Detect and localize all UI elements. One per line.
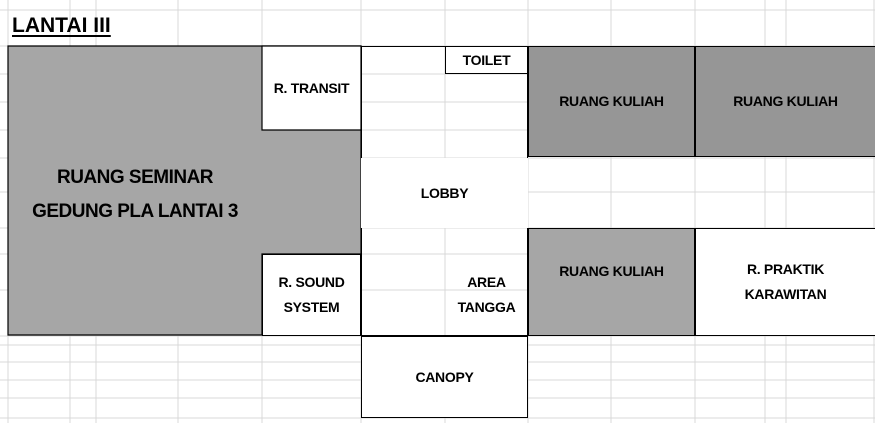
lobby-label: LOBBY [420, 184, 469, 201]
sound-system-label-line2: SYSTEM [283, 299, 340, 315]
classroom-3[interactable] [528, 228, 695, 336]
classroom-2-label: RUANG KULIAH [733, 93, 838, 109]
stairs-area[interactable] [445, 262, 528, 328]
seminar-room-label-line2: GEDUNG PLA LANTAI 3 [32, 201, 238, 222]
toilet-room-label: TOILET [462, 51, 511, 68]
floor-title: LANTAI III [12, 14, 111, 37]
classroom-3-label: RUANG KULIAH [559, 263, 664, 279]
praktik-karawitan-room[interactable] [695, 228, 875, 336]
transit-room-label: R. TRANSIT [273, 79, 350, 96]
canopy-label: CANOPY [415, 368, 474, 385]
stairs-area-label-line1: AREA [467, 274, 506, 290]
praktik-karawitan-label-line2: KARAWITAN [744, 286, 827, 302]
praktik-karawitan-label-line1: R. PRAKTIK [746, 261, 825, 277]
seminar-room-label-line1: RUANG SEMINAR [56, 167, 214, 188]
stairs-area-label-line2: TANGGA [457, 299, 516, 315]
seminar-room[interactable] [8, 155, 262, 235]
canopy[interactable] [361, 336, 528, 418]
classroom-2[interactable] [695, 46, 875, 157]
transit-room[interactable] [262, 46, 361, 130]
sound-system-label-line1: R. SOUND [278, 274, 345, 290]
classroom-1-label: RUANG KULIAH [559, 93, 664, 109]
lobby[interactable] [361, 158, 528, 228]
classroom-1[interactable] [528, 46, 695, 157]
sound-system-room[interactable] [262, 254, 361, 336]
